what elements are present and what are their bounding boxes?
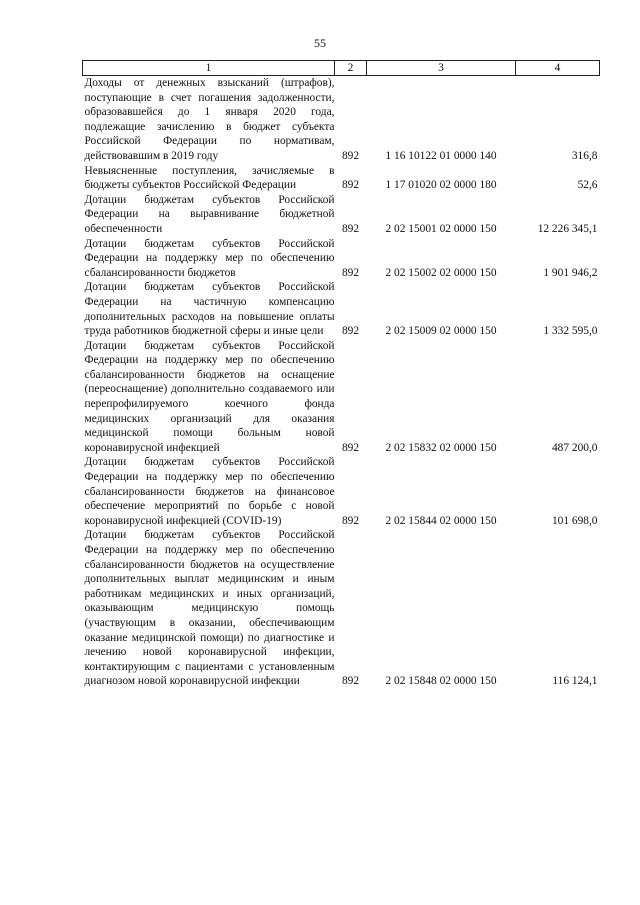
row-description: Дотации бюджетам субъектов Российской Федерации на поддержку мер по обеспечению сбалансированности бюджетов на финансовое обеспечение мероприятий по борьбе с новой коронавирусной инфекцией (COVID-19) [84, 456, 335, 527]
table-row [83, 339, 600, 456]
row-amount: 52,6 [577, 179, 598, 192]
row-amount: 116 124,1 [552, 675, 598, 688]
row-admin-code: 892 [341, 222, 360, 235]
table-row [83, 237, 600, 281]
column-header-2: 2 [335, 61, 367, 76]
row-description: Невыясненные поступления, зачисляемые в бюджеты субъектов Российской Федерации [84, 164, 335, 192]
row-budget-classification-code: 2 02 15009 02 0000 150 [385, 325, 497, 338]
table-row [83, 280, 600, 338]
row-budget-classification-code: 1 16 10122 01 0000 140 [385, 149, 497, 162]
row-description: Дотации бюджетам субъектов Российской Федерации на поддержку мер по обеспечению сбалансированности бюджетов [84, 237, 335, 279]
row-admin-code: 892 [341, 149, 360, 162]
row-amount: 1 332 595,0 [543, 325, 598, 338]
row-admin-code: 892 [341, 514, 360, 527]
row-budget-classification-code: 2 02 15844 02 0000 150 [385, 514, 497, 527]
row-description: Дотации бюджетам субъектов Российской Федерации на выравнивание бюджетной обеспеченности [84, 193, 335, 235]
table-body [83, 76, 600, 689]
column-header-3: 3 [367, 61, 516, 76]
row-admin-code: 892 [341, 179, 360, 192]
row-amount: 316,8 [571, 149, 598, 162]
column-header-1: 1 [83, 61, 335, 76]
table-row [83, 528, 600, 689]
row-amount: 12 226 345,1 [537, 222, 598, 235]
row-description: Дотации бюджетам субъектов Российской Федерации на поддержку мер по обеспечению сбалансированности бюджетов на осуществление дополнительных выплат медицинским и иным работникам медицинских и иных организаций, оказывающим медицинскую помощь (участвующим в оказании, обеспечивающим оказание медицинской помощи) по диагностике и лечению новой коронавирусной инфекции, контактирующим с пациентами с установленным диагнозом новой коронавирусной инфекции [84, 529, 335, 688]
table-header-row [83, 61, 600, 76]
row-amount: 101 698,0 [551, 514, 598, 527]
table-row [83, 164, 600, 193]
row-admin-code: 892 [341, 675, 360, 688]
row-amount: 1 901 946,2 [543, 266, 598, 279]
row-description: Дотации бюджетам субъектов Российской Федерации на частичную компенсацию дополнительных расходов на повышение оплаты труда работников бюджетной сферы и иные цели [84, 281, 335, 338]
table-row [83, 76, 600, 164]
row-description: Доходы от денежных взысканий (штрафов), поступающие в счет погашения задолженности, образовавшейся до 1 января 2020 года, подлежащие зачислению в бюджет субъекта Российской Федерации по нормативам, действовавшим в 2019 году [84, 77, 335, 162]
row-budget-classification-code: 2 02 15832 02 0000 150 [385, 441, 497, 454]
row-admin-code: 892 [341, 325, 360, 338]
row-admin-code: 892 [341, 266, 360, 279]
budget-revenue-table [82, 60, 600, 689]
table-row [83, 455, 600, 528]
row-budget-classification-code: 1 17 01020 02 0000 180 [385, 179, 497, 192]
row-budget-classification-code: 2 02 15001 02 0000 150 [385, 222, 497, 235]
row-budget-classification-code: 2 02 15002 02 0000 150 [385, 266, 497, 279]
page-number: 55 [314, 36, 326, 50]
row-budget-classification-code: 2 02 15848 02 0000 150 [385, 675, 497, 688]
row-amount: 487 200,0 [551, 441, 598, 454]
row-description: Дотации бюджетам субъектов Российской Федерации на поддержку мер по обеспечению сбалансированности бюджетов на оснащение (переоснащение) дополнительно создаваемого или перепрофилируемого коечного фонда медицинских организаций для оказания медицинской помощи больным новой коронавирусной инфекцией [84, 339, 335, 454]
row-admin-code: 892 [341, 441, 360, 454]
table-row [83, 193, 600, 237]
column-header-4: 4 [516, 61, 600, 76]
